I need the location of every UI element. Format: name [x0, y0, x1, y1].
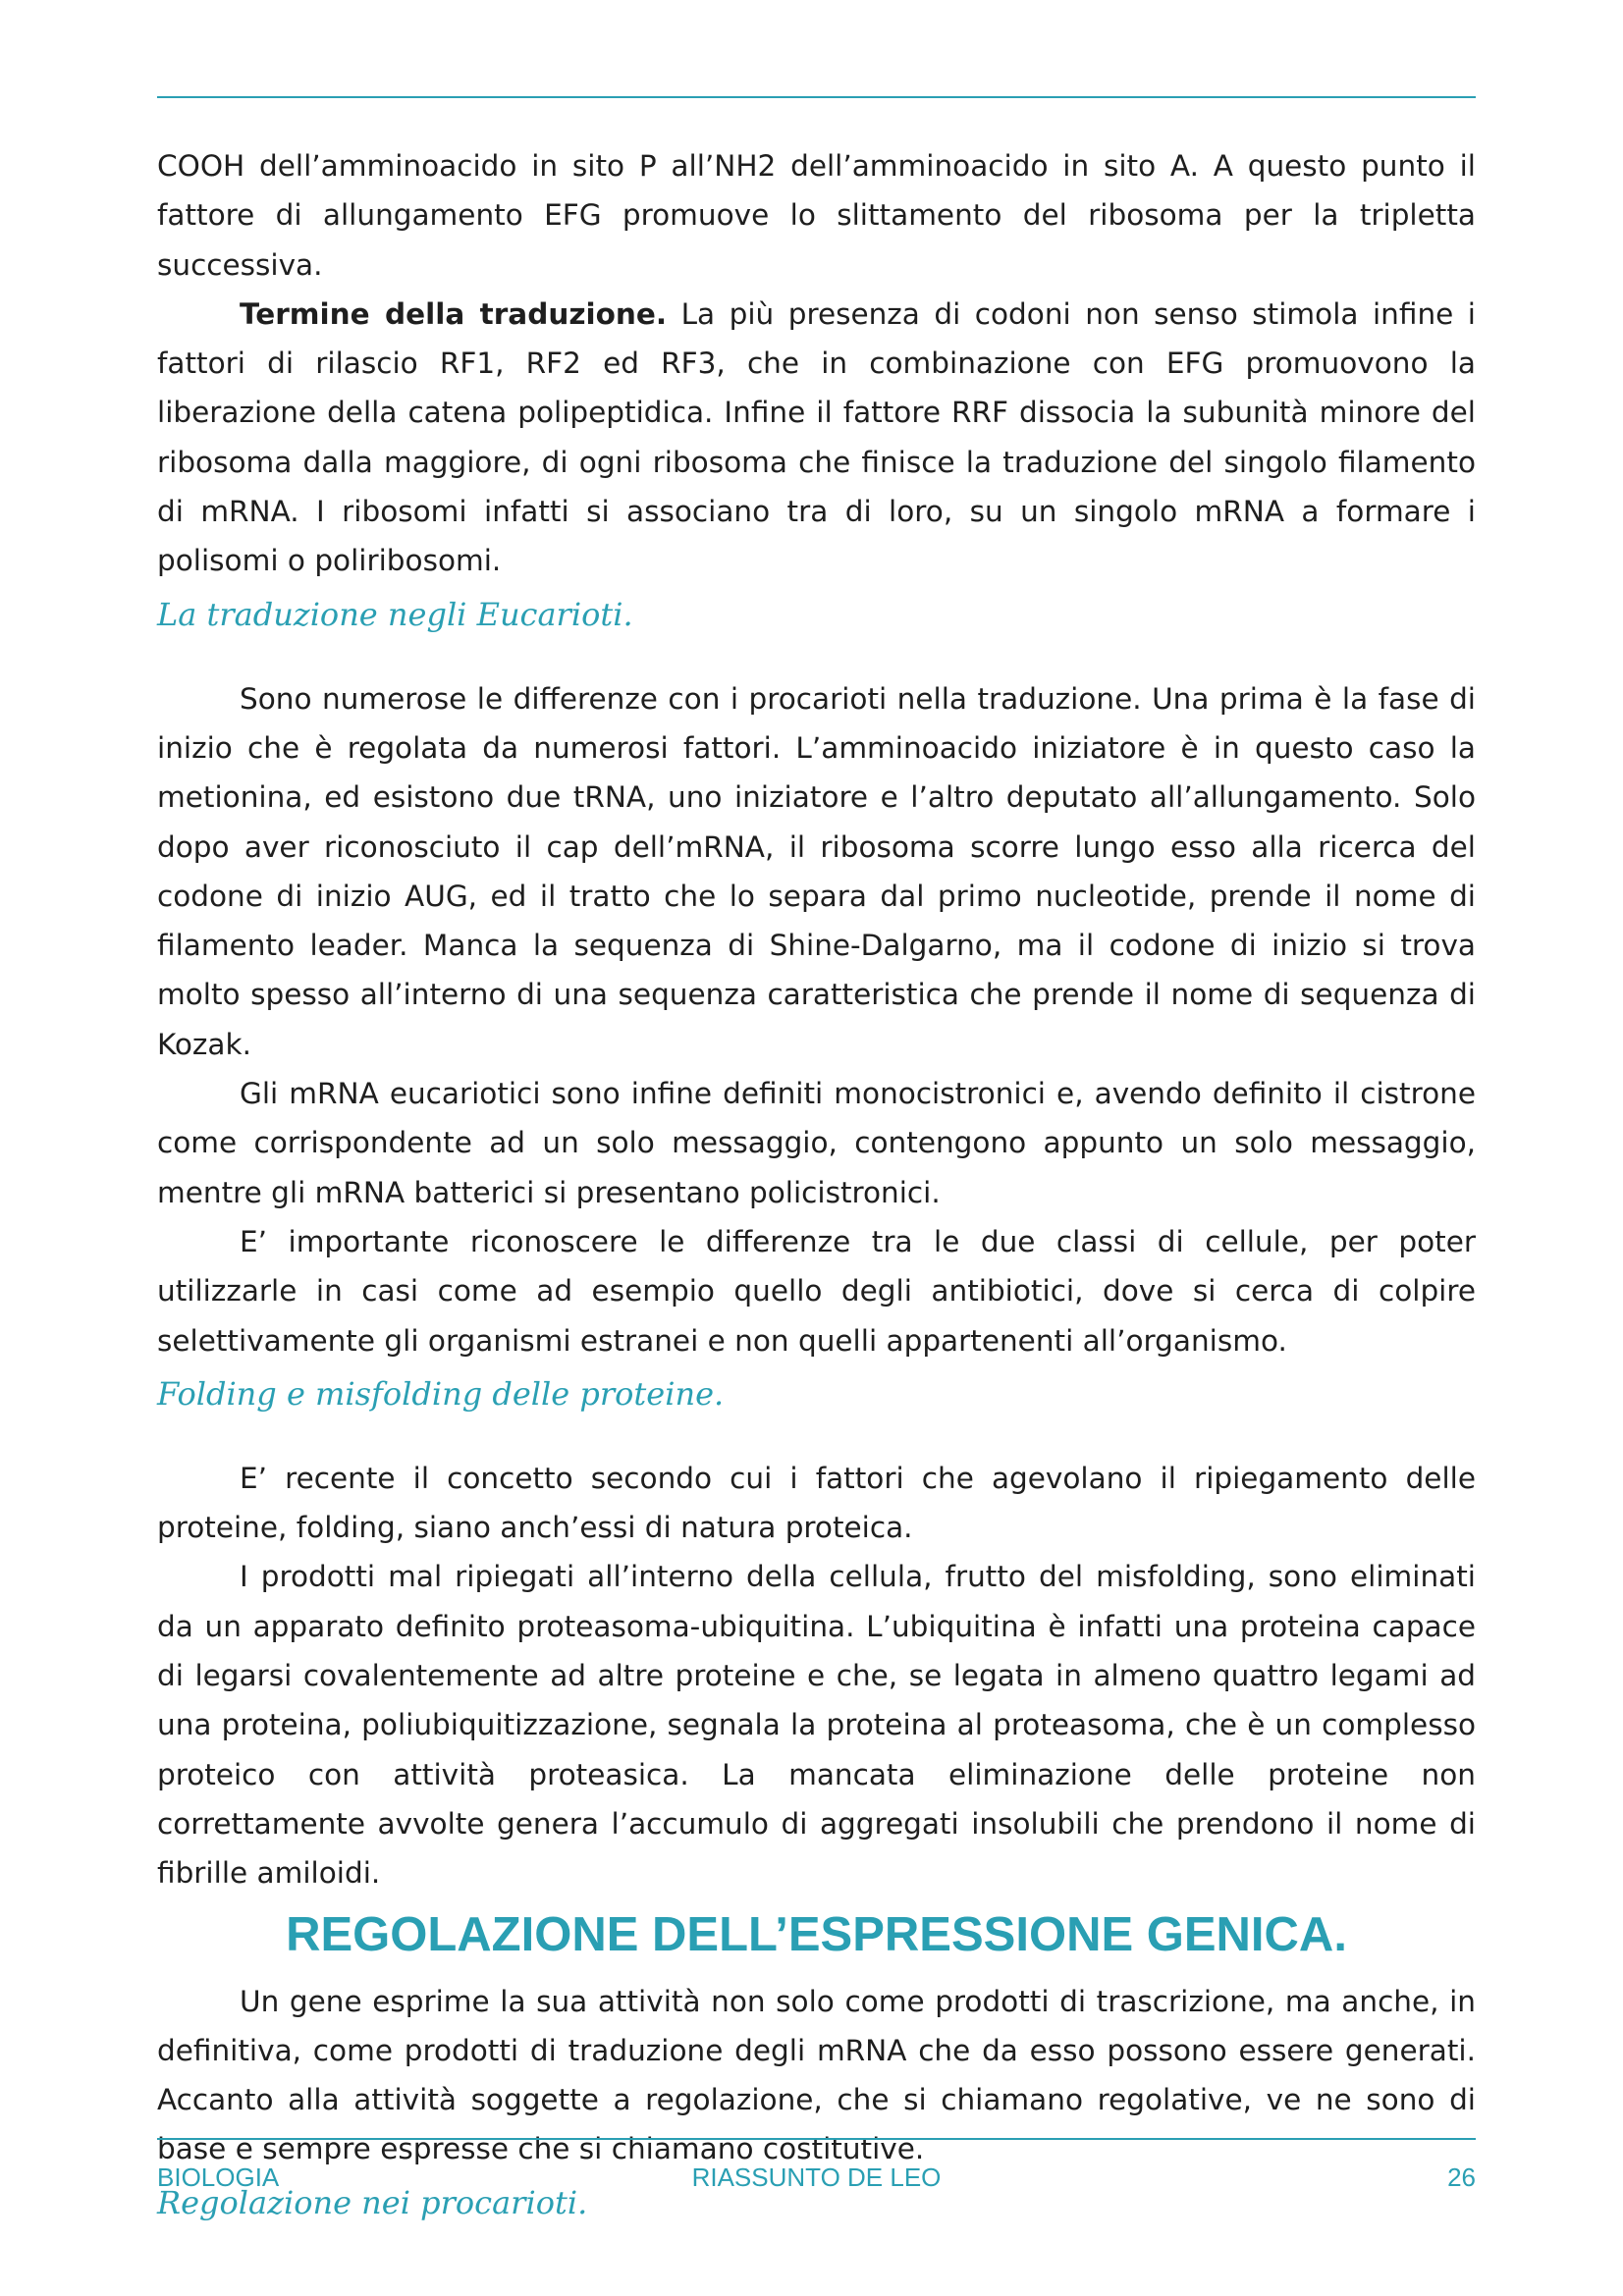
paragraph-folding-concetto: E’ recente il concetto secondo cui i fattori che agevolano il ripiegamento delle proteine, folding, siano anch’essi di natura proteica. [157, 1461, 1476, 1545]
paragraph-differenze-procarioti: Sono numerose le differenze con i procarioti nella traduzione. Una prima è la fase di inizio che è regolata da numerosi fattori. L’amminoacido iniziatore è in questo caso la metionina, ed esistono due tRNA, uno iniziatore e l’altro deputato all’allungamento. Solo dopo aver riconosciuto il cap dell’mRNA, il ribosoma scorre lungo esso alla ricerca del codone di inizio AUG, ed il tratto che lo separa dal primo nucleotide, prende il nome di filamento leader. Manca la sequenza di Shine-Dalgarno, ma il codone di inizio si trova molto spesso all’interno di una sequenza caratteristica che prende il nome di sequenza di Kozak. [157, 681, 1476, 1061]
paragraph-lead-bold: Termine della traduzione. [240, 296, 668, 331]
spacer [157, 1418, 1476, 1454]
subheading-procarioti: Regolazione nei procarioti. [157, 2183, 588, 2221]
paragraph-termine-text: La più presenza di codoni non senso stimola infine i fattori di rilascio RF1, RF2 ed RF3, che in combinazione con EFG promuovono la liberazione della catena polipeptidica. Infine il fattore RRF dissocia la subunità minore del ribosoma dalla maggiore, di ogni ribosoma che finisce la traduzione del singolo filamento di mRNA. I ribosomi infatti si associano tra di loro, su un singolo mRNA a formare i polisomi o poliribosomi. [157, 296, 1476, 578]
subheading-folding: Folding e misfolding delle proteine. [157, 1374, 725, 1413]
page-number: 26 [1447, 2163, 1476, 2192]
section-title-regolazione: REGOLAZIONE DELL’ESPRESSIONE GENICA. [286, 1907, 1347, 1961]
footer-subject: BIOLOGIA [157, 2163, 280, 2192]
footer-rule [157, 2138, 1476, 2140]
subheading-eucarioti: La traduzione negli Eucarioti. [157, 595, 633, 633]
paragraph-proteasoma: I prodotti mal ripiegati all’interno della cellula, frutto del misfolding, sono eliminati da un apparato definito proteasoma-ubiquitina. L’ubiquitina è infatti una proteina capace di legarsi covalentemente ad altre proteine e che, se legata in almeno quattro legami ad una proteina, poliubiquitizzazione, segnala la proteina al proteasoma, che è un complesso proteico con attività proteasica. La mancata eliminazione delle proteine non correttamente avvolte genera l’accumulo di aggregati insolubili che prendono il nome di fibrille amiloidi. [157, 1560, 1476, 1891]
spacer [157, 639, 1476, 674]
page-footer [157, 2162, 1476, 2193]
paragraph-antibiotici: E’ importante riconoscere le differenze tra le due classi di cellule, per poter utilizzarle in casi come ad esempio quello degli antibiotici, dove si cerca di colpire selettivamente gli organismi estranei e non quelli appartenenti all’organismo. [157, 1224, 1476, 1358]
footer-title: RIASSUNTO DE LEO [691, 2163, 942, 2192]
header-rule [157, 96, 1476, 98]
paragraph-gene-espressione: Un gene esprime la sua attività non solo come prodotti di trascrizione, ma anche, in definitiva, come prodotti di traduzione degli mRNA che da esso possono essere generati. Accanto alla attività soggette a regolazione, che si chiamano regolative, ve ne sono di base e sempre espresse che si chiamano costitutive. [157, 1984, 1476, 2166]
paragraph-termine-traduzione [157, 290, 1476, 586]
paragraph-allungamento-end: COOH dell’amminoacido in sito P all’NH2 dell’amminoacido in sito A. A questo punto il fattore di allungamento EFG promuove lo slittamento del ribosoma per la tripletta successiva. [157, 149, 1476, 282]
paragraph-monocistronici: Gli mRNA eucariotici sono infine definiti monocistronici e, avendo definito il cistrone come corrispondente ad un solo messaggio, contengono appunto un solo messaggio, mentre gli mRNA batterici si presentano policistronici. [157, 1077, 1476, 1209]
page-body [157, 141, 1476, 2227]
